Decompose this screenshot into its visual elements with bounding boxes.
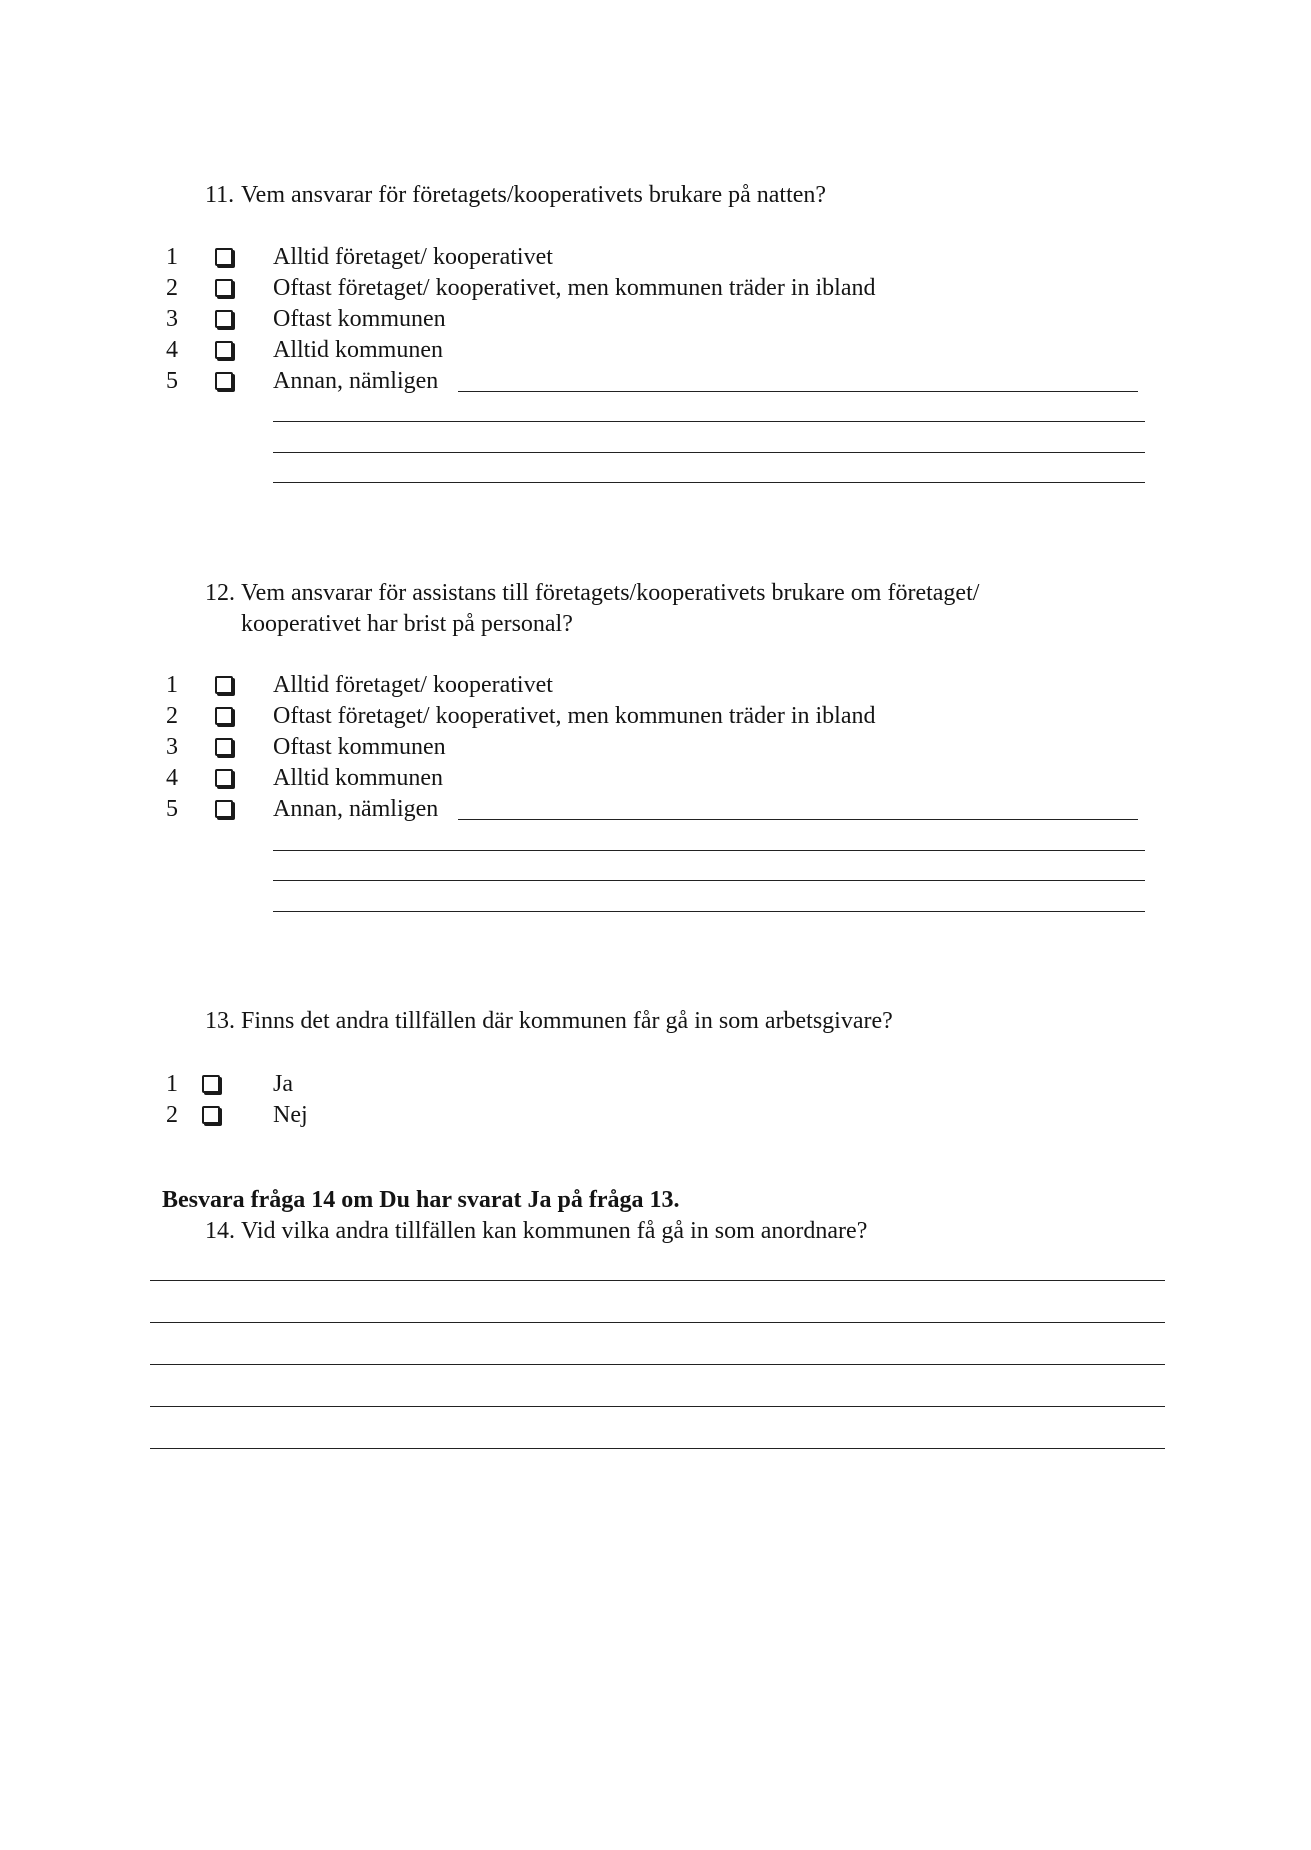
question-text: Vem ansvarar för företagets/kooperativets brukare på natten? [241,182,827,208]
option-number: 4 [166,337,178,363]
checkbox[interactable] [215,310,233,328]
q11-option-3[interactable] [0,304,1311,335]
q11-answer-line[interactable] [273,482,1145,483]
option-label: Alltid företaget/ kooperativet [273,244,553,270]
q12-option-2[interactable] [0,701,1311,732]
option-number: 4 [166,765,178,791]
q11-option-2[interactable] [0,273,1311,304]
option-number: 2 [166,275,178,301]
q14-answer-line[interactable] [150,1280,1165,1281]
q11-answer-line[interactable] [273,421,1145,422]
q11-option-1[interactable] [0,242,1311,273]
checkbox[interactable] [215,800,233,818]
option-label: Annan, nämligen [273,368,439,394]
option-number: 5 [166,368,178,394]
question-11-title [205,180,1105,211]
option-label: Oftast företaget/ kooperativet, men kommunen träder in ibland [273,703,876,729]
q14-answer-line[interactable] [150,1448,1165,1449]
option-number: 3 [166,306,178,332]
option-label: Nej [273,1102,308,1128]
question-text: Vem ansvarar för assistans till företagets/kooperativets brukare om företaget/ [241,580,980,606]
question-text: Vid vilka andra tillfällen kan kommunen få gå in som anordnare? [241,1218,868,1244]
option-label: Alltid företaget/ kooperativet [273,672,553,698]
checkbox[interactable] [202,1075,220,1093]
question-14-title [205,1216,1105,1247]
option-number: 1 [166,1071,178,1097]
q12-option-3[interactable] [0,732,1311,763]
q11-other-answer-line[interactable] [458,391,1138,392]
q14-answer-line[interactable] [150,1364,1165,1365]
option-number: 1 [166,672,178,698]
option-label: Oftast kommunen [273,306,446,332]
checkbox[interactable] [215,738,233,756]
q12-option-4[interactable] [0,763,1311,794]
q12-answer-line[interactable] [273,880,1145,881]
question-number: 11. [205,182,235,208]
option-label: Ja [273,1071,293,1097]
q12-other-answer-line[interactable] [458,819,1138,820]
checkbox[interactable] [215,341,233,359]
question-text-continued: kooperativet har brist på personal? [241,611,573,637]
option-number: 3 [166,734,178,760]
q13-option-2[interactable] [0,1100,1311,1131]
option-number: 5 [166,796,178,822]
checkbox[interactable] [215,248,233,266]
q13-option-1[interactable] [0,1069,1311,1100]
question-12-title [205,578,1105,640]
q14-answer-line[interactable] [150,1406,1165,1407]
q12-option-5[interactable] [0,794,1311,825]
q11-option-5[interactable] [0,366,1311,397]
checkbox[interactable] [215,372,233,390]
q11-option-4[interactable] [0,335,1311,366]
option-label: Alltid kommunen [273,337,443,363]
checkbox[interactable] [215,279,233,297]
option-label: Oftast företaget/ kooperativet, men kommunen träder in ibland [273,275,876,301]
question-number: 12. [205,580,235,606]
instruction-text: Besvara fråga 14 om Du har svarat Ja på fråga 13. [162,1187,680,1213]
q12-answer-line[interactable] [273,850,1145,851]
q14-answer-line[interactable] [150,1322,1165,1323]
q12-answer-line[interactable] [273,911,1145,912]
question-text: Finns det andra tillfällen där kommunen får gå in som arbetsgivare? [241,1008,893,1034]
checkbox[interactable] [215,769,233,787]
question-13-title [205,1006,1105,1037]
option-number: 1 [166,244,178,270]
checkbox[interactable] [215,676,233,694]
q11-answer-line[interactable] [273,452,1145,453]
checkbox[interactable] [215,707,233,725]
option-label: Oftast kommunen [273,734,446,760]
checkbox[interactable] [202,1106,220,1124]
option-number: 2 [166,703,178,729]
option-label: Annan, nämligen [273,796,439,822]
question-number: 14. [205,1218,235,1244]
option-label: Alltid kommunen [273,765,443,791]
q12-option-1[interactable] [0,670,1311,701]
question-number: 13. [205,1008,235,1034]
option-number: 2 [166,1102,178,1128]
